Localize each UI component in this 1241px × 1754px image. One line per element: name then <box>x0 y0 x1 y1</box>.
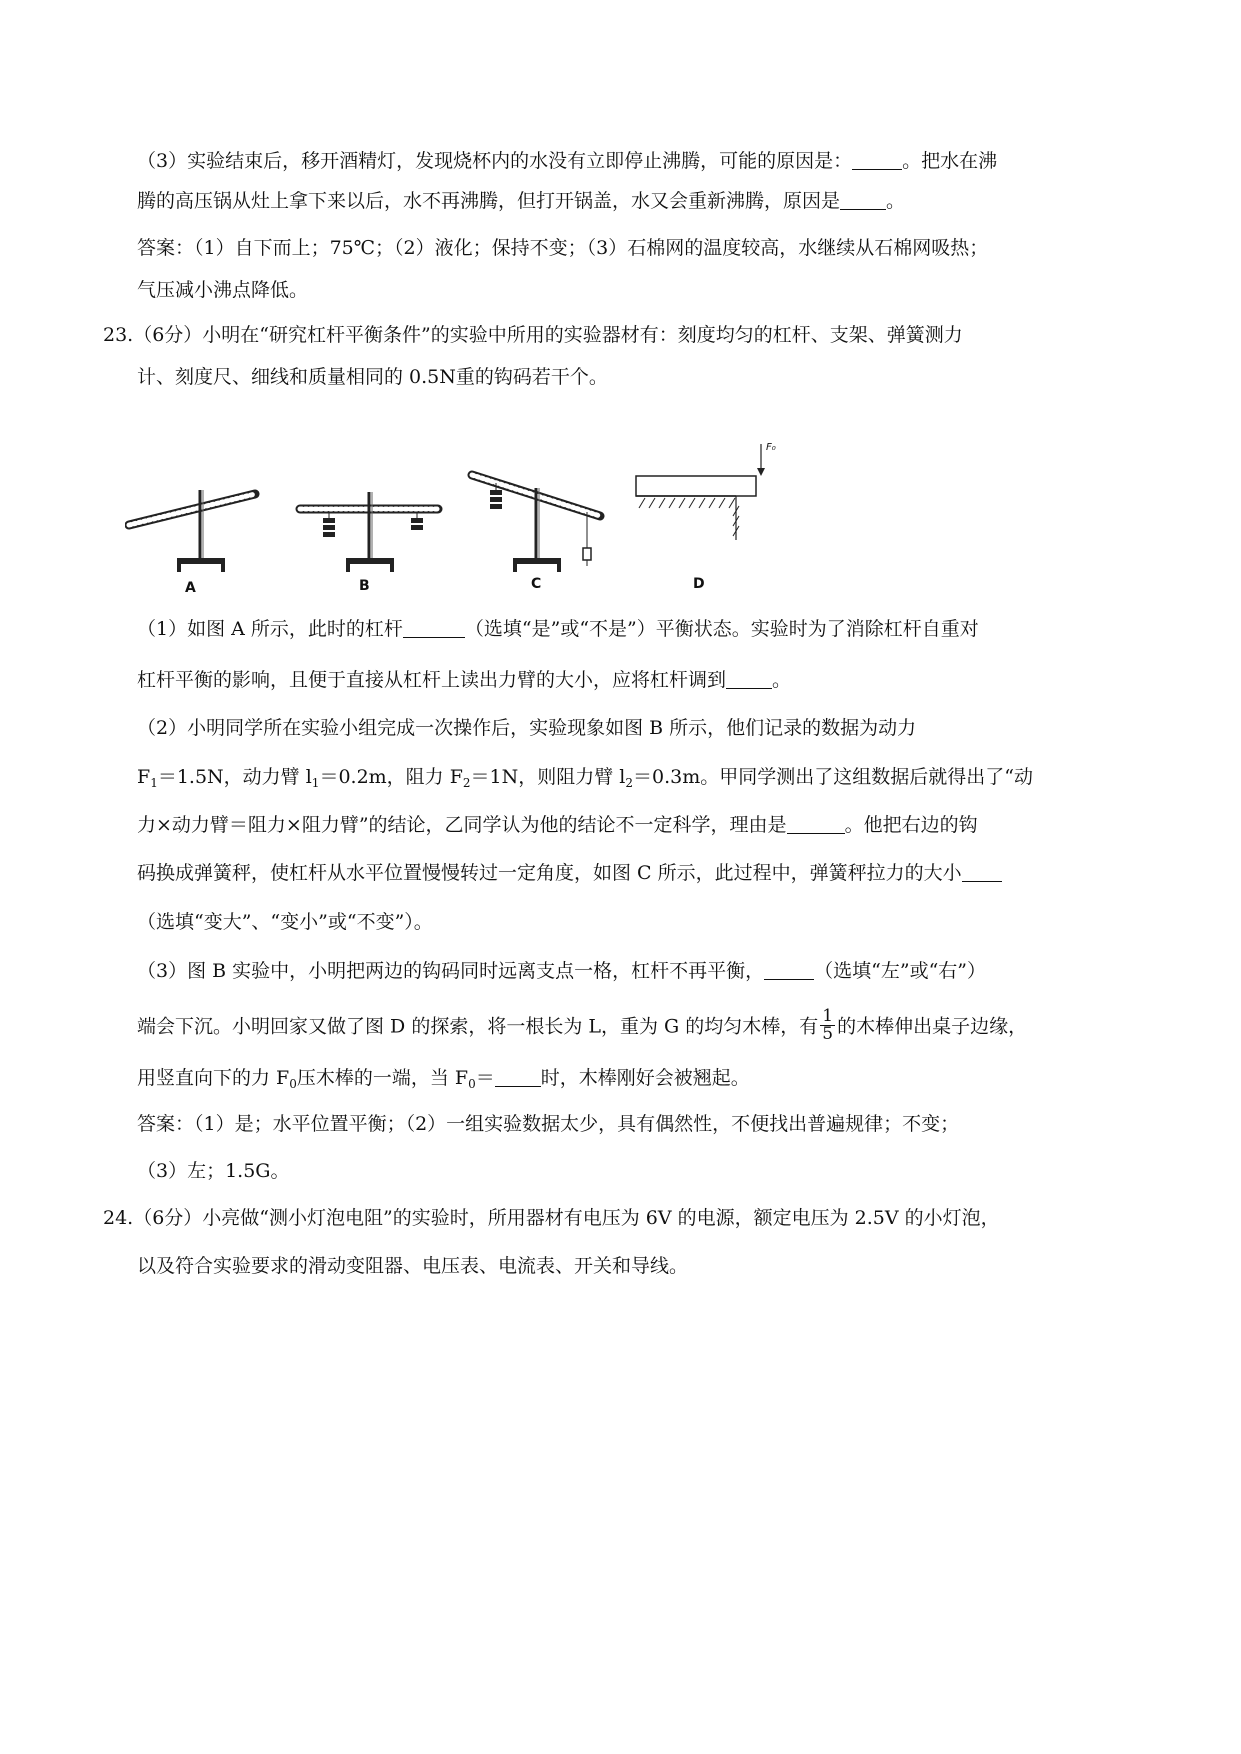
q23-p3-text-d6: 时，木棒刚好会被翘起。 <box>540 1067 750 1089</box>
answer-blank[interactable] <box>403 619 465 638</box>
answer-blank[interactable] <box>787 815 845 834</box>
answer-blank[interactable] <box>852 151 902 170</box>
q23-p2-text-e: 码换成弹簧秤，使杠杆从水平位置慢慢转过一定角度，如图 C 所示，此过程中，弹簧秤拉力的大小 <box>137 862 962 884</box>
q22-p3-text-b: 。把水在沸 <box>902 150 998 172</box>
figure-force-label: F₀ <box>766 442 776 453</box>
q23-part2-line2 <box>137 765 1033 789</box>
q22-answer-text: 答案：（1）自下而上；75℃；（2）液化；保持不变；（3）石棉网的温度较高，水继续从石棉网吸热； <box>137 237 989 259</box>
q23-p2-text: ＝1N，则阻力臂 l <box>470 766 626 788</box>
q22-p3-text-a: （3）实验结束后，移开酒精灯，发现烧杯内的水没有立即停止沸腾，可能的原因是： <box>137 150 853 172</box>
q23-p1-text-b: （选填“是”或“不是”）平衡状态。实验时为了消除杠杆自重对 <box>464 618 979 640</box>
figure-d-drawing <box>636 444 765 540</box>
lever-figures-svg <box>125 440 885 590</box>
q23-p2-text-d: 。他把右边的钩 <box>844 814 978 836</box>
q23-p2-text: ＝0.2m，阻力 F <box>319 766 463 788</box>
q23-p3-text-d1: 用竖直向下的力 F <box>137 1067 290 1089</box>
q23-p3-text-d5: ＝ <box>475 1067 495 1089</box>
q23-p2-text-a: （2）小明同学所在实验小组完成一次操作后，实验现象如图 B 所示，他们记录的数据为动力 <box>137 717 917 739</box>
q23-part2-line5 <box>137 910 433 934</box>
q23-part2-line3 <box>137 813 978 837</box>
q23-p1-text-d: 。 <box>772 669 792 691</box>
q23-answer-text: 答案：（1）是；水平位置平衡；（2）一组实验数据太少，具有偶然性，不便找出普遍规律；不变； <box>137 1113 960 1135</box>
figure-label-b: B <box>359 578 370 594</box>
q23-p2-text-c: 力×动力臂＝阻力×阻力臂”的结论，乙同学认为他的结论不一定科学，理由是 <box>137 814 787 836</box>
q24-line1 <box>103 1206 1000 1230</box>
q23-p2-text-f: （选填“变大”、“变小”或“不变”）。 <box>137 911 433 933</box>
q23-intro-line1 <box>103 323 963 347</box>
figure-label-c: C <box>531 576 542 592</box>
fraction-one-fifth <box>820 1008 835 1043</box>
subscript: 1 <box>311 776 320 790</box>
q23-p3-text-b: （选填“左”或“右”） <box>814 960 986 982</box>
q23-part1-line2 <box>137 668 791 692</box>
q23-answer-line2 <box>137 1159 289 1183</box>
q23-part3-line1 <box>137 959 986 983</box>
answer-blank[interactable] <box>962 863 1002 882</box>
q23-answer-text-2: （3）左；1.5G。 <box>137 1160 290 1182</box>
q22-answer-line2 <box>137 278 308 302</box>
answer-blank[interactable] <box>726 670 772 689</box>
q24-line2 <box>137 1254 688 1278</box>
subscript: 2 <box>462 776 471 790</box>
q23-p2-text: ＝0.3m。甲同学测出了这组数据后就得出了“动 <box>633 766 1033 788</box>
fraction-numerator: 1 <box>822 1006 834 1026</box>
figure-label-a: A <box>185 580 196 596</box>
q24-text: 24.（6分）小亮做“测小灯泡电阻”的实验时，所用器材有电压为 6V 的电源，额定电压为 2.5V 的小灯泡， <box>103 1207 1000 1229</box>
q23-p1-text-c: 杠杆平衡的影响，且便于直接从杠杆上读出力臂的大小，应将杠杆调到 <box>137 669 727 691</box>
q23-part3-line2 <box>137 1006 1028 1045</box>
q23-part1-line1 <box>137 617 979 641</box>
lever-figures <box>125 440 885 596</box>
subscript: 0 <box>289 1077 297 1091</box>
force-symbol: F <box>137 766 151 788</box>
figure-c-drawing <box>472 475 600 572</box>
answer-blank[interactable] <box>495 1068 541 1087</box>
subscript: 1 <box>150 776 158 790</box>
q22-p3-text-c: 腾的高压锅从灶上拿下来以后，水不再沸腾，但打开锅盖，水又会重新沸腾，原因是 <box>137 190 841 212</box>
q23-answer-line1 <box>137 1112 959 1136</box>
q23-p1-text-a: （1）如图 A 所示，此时的杠杆 <box>137 618 403 640</box>
q23-p3-text-c2: 的木棒伸出桌子边缘， <box>837 1015 1028 1038</box>
answer-blank[interactable] <box>764 961 814 980</box>
q23-part3-line3 <box>137 1066 750 1090</box>
q23-part2-line1 <box>137 716 916 740</box>
q22-answer-text-2: 气压减小沸点降低。 <box>137 279 309 301</box>
q22-p3-text-d: 。 <box>886 190 906 212</box>
q23-intro-text-2: 计、刻度尺、细线和质量相同的 0.5N重的钩码若干个。 <box>137 366 608 388</box>
q23-p3-text-d3: 压木棒的一端，当 F <box>296 1067 469 1089</box>
q22-part3-line1 <box>137 149 997 173</box>
q23-p3-text-c1: 端会下沉。小明回家又做了图 D 的探索，将一根长为 L，重为 G 的均匀木棒，有 <box>137 1015 819 1038</box>
q22-answer-line1 <box>137 236 988 260</box>
answer-blank[interactable] <box>840 191 886 210</box>
fraction-denominator: 5 <box>822 1024 834 1044</box>
q23-p2-text: ＝1.5N，动力臂 l <box>157 766 312 788</box>
q23-part2-line4 <box>137 861 1002 885</box>
figure-b-drawing <box>300 492 438 572</box>
figure-label-d: D <box>693 576 705 592</box>
q24-text-2: 以及符合实验要求的滑动变阻器、电压表、电流表、开关和导线。 <box>137 1255 689 1277</box>
figure-a-drawing <box>129 490 255 572</box>
q23-intro-text: 23.（6分）小明在“研究杠杆平衡条件”的实验中所用的实验器材有：刻度均匀的杠杆、支架、弹簧测力 <box>103 324 963 346</box>
subscript: 2 <box>625 776 634 790</box>
q22-part3-line2 <box>137 189 905 213</box>
subscript: 0 <box>468 1077 476 1091</box>
q23-intro-line2 <box>137 365 608 389</box>
q23-p3-text-a: （3）图 B 实验中，小明把两边的钩码同时远离支点一格，杠杆不再平衡， <box>137 960 765 982</box>
